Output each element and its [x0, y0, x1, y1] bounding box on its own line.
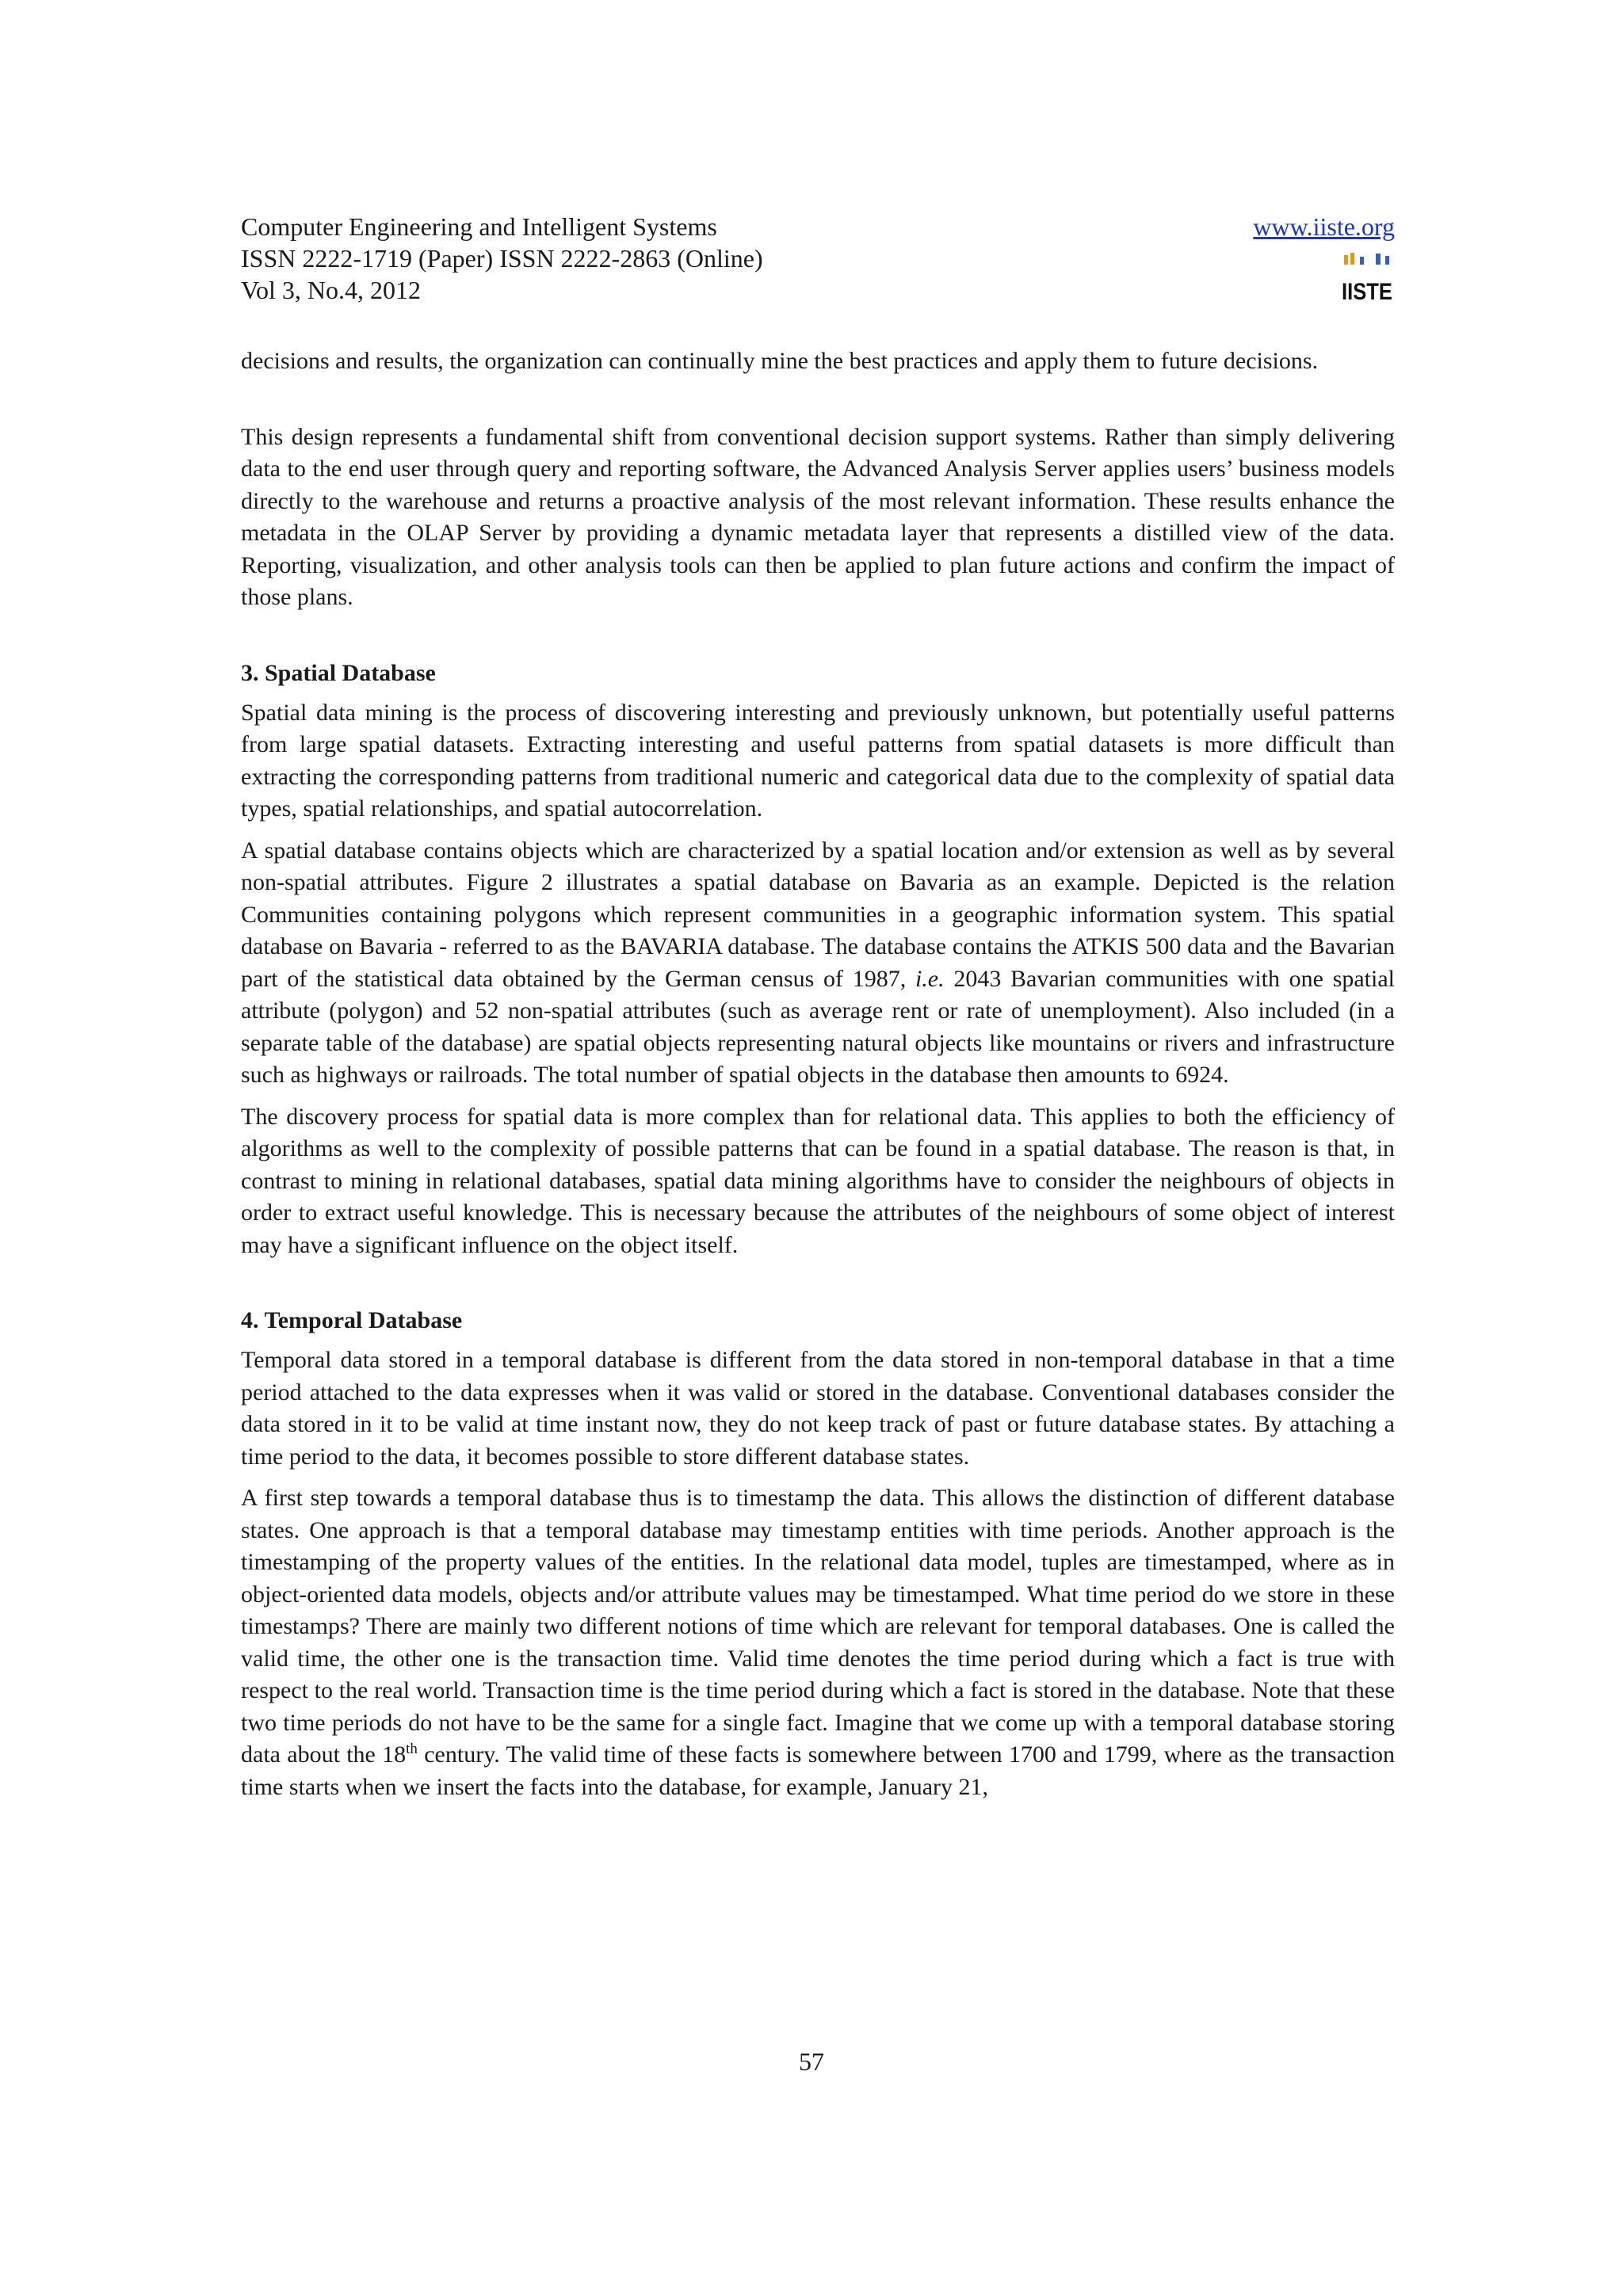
- section-heading-temporal: 4. Temporal Database: [241, 1307, 463, 1333]
- journal-url-link[interactable]: www.iiste.org: [1253, 212, 1395, 241]
- temporal-text-a: A first step towards a temporal database thus is to timestamp the data. This allows the distinction of different database states. One approach is that a temporal database may timestamp entities with time periods. Another approach is the timestamping of the property values of the entities. In the relational data model, tuples are timestamped, where as in object-oriented data models, objects and/or attribute values may be timestamped. What time period do we store in these timestamps? There are mainly two different notions of time which are relevant for temporal databases. One is called the valid time, the other one is the transaction time. Valid time denotes the time period during which a fact is true with respect to the real world. Transaction time is the time period during which a fact is stored in the database. Note that these two time periods do not have to be the same for a single fact. Imagine that we come up with a temporal database storing data about the 18: [241, 1485, 1395, 1768]
- paragraph-continuation: decisions and results, the organization can continually mine the best practices and apply them to future decisions.: [241, 348, 1319, 374]
- paragraph-spatial-intro: Spatial data mining is the process of discovering interesting and previously unknown, but potentially useful patterns from large spatial datasets. Extracting interesting and useful patterns from spatial datasets is more difficult than extracting the corresponding patterns from traditional numeric and categorical data due to the complexity of spatial data types, spatial relationships, and spatial autocorrelation.: [241, 699, 1395, 822]
- spatial-text-a: A spatial database contains objects which are characterized by a spatial location and/or extension as well as by several non-spatial attributes. Figure 2 illustrates a spatial database on Bavaria as an example. Depicted is the relation Communities containing polygons which represent communities in a geographic information system. This spatial database on Bavaria - referred to as the BAVARIA database. The database contains the ATKIS 500 data and the Bavarian part of the statistical data obtained by the German census of 1987,: [241, 837, 1395, 992]
- journal-volume: Vol 3, No.4, 2012: [241, 276, 421, 304]
- spatial-ie: i.e.: [915, 965, 945, 992]
- spatial-text-b: 2043 Bavarian communities with one spatial attribute (polygon) and 52 non-spatial attributes (such as average rent or rate of unemployment). Also included (in a separate table of the database) are spatial objects representing natural objects like mountains or rivers and infrastructure such as highways or railroads. The total number of spatial objects in the database then amounts to 6924.: [241, 965, 1396, 1088]
- journal-issn: ISSN 2222-1719 (Paper) ISSN 2222-2863 (Online): [241, 244, 763, 273]
- section-heading-spatial: 3. Spatial Database: [241, 659, 436, 686]
- paragraph-temporal-intro: Temporal data stored in a temporal database is different from the data stored in non-temporal database in that a time period attached to the data expresses when it was valid or stored in the database. Conventional databases consider the data stored in it to be valid at time instant now, they do not keep track of past or future database states. By attaching a time period to the data, it becomes possible to store different database states.: [241, 1347, 1395, 1470]
- paragraph-spatial-discovery: The discovery process for spatial data is more complex than for relational data. This applies to both the efficiency of algorithms as well to the complexity of possible patterns that can be found in a spatial database. The reason is that, in contrast to mining in relational databases, spatial data mining algorithms have to consider the neighbours of objects in order to extract useful knowledge. This is necessary because the attributes of the neighbours of some object of interest may have a significant influence on the object itself.: [241, 1103, 1395, 1258]
- paragraph-spatial-database: [241, 835, 1395, 1092]
- page-header: [241, 211, 1395, 314]
- journal-title: Computer Engineering and Intelligent Systems: [241, 212, 717, 241]
- page-number: 57: [799, 2047, 824, 2076]
- journal-info: [241, 211, 1395, 306]
- paragraph-design-shift: This design represents a fundamental shift from conventional decision support systems. Rather than simply delivering data to the end user through query and reporting software, the Advanced Analysis Server applies users’ business models directly to the warehouse and returns a proactive analysis of the most relevant information. These results enhance the metadata in the OLAP Server by providing a dynamic metadata layer that represents a distilled view of the data. Reporting, visualization, and other analysis tools can then be applied to plan future actions and confirm the impact of those plans.: [241, 423, 1395, 610]
- logo-text: IISTE: [1342, 279, 1392, 305]
- temporal-sup: th: [406, 1741, 418, 1757]
- iiste-logo-icon: [1341, 250, 1393, 303]
- temporal-text-b: century. The valid time of these facts is somewhere between 1700 and 1799, where as the transaction time starts when we insert the facts into the database, for example, January 21,: [241, 1741, 1395, 1800]
- page-content: [241, 345, 1395, 1803]
- paper-page: [241, 211, 1395, 1803]
- paragraph-temporal-timestamp: [241, 1482, 1395, 1803]
